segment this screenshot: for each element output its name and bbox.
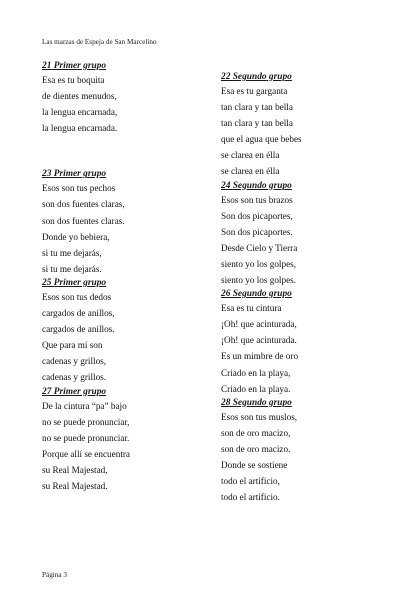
stanza-24 (221, 180, 391, 289)
verse-line: Que para mí son (42, 340, 103, 351)
stanza-21 (42, 60, 212, 136)
verse-line: Desde Cielo y Tierra (221, 242, 298, 253)
verse-line: de dientes menudos, (42, 91, 117, 102)
verse-line: Es un mimbre de oro (221, 351, 299, 362)
verse-line: son dos fuentes claras. (42, 215, 125, 226)
verse-line: son de oro macizo, (221, 427, 291, 438)
verse-line: siento yo los golpes. (221, 275, 297, 286)
verse-line: Esos son tus muslos, (221, 411, 298, 422)
verse-line: Donde se sostiene (221, 459, 288, 470)
stanza-heading: 23 Primer grupo (42, 169, 107, 180)
verse-line: Esa es tu cintura (221, 303, 282, 314)
page-header-title: Las marzas de Espeja de San Marcelino (42, 38, 157, 46)
verse-line: la lengua encarnada. (42, 123, 118, 134)
stanza-heading: 28 Segundo grupo (221, 397, 292, 408)
stanza-heading: 25 Primer grupo (42, 277, 107, 288)
verse-line: Esos son tus dedos (42, 291, 112, 302)
stanza-heading: 24 Segundo grupo (221, 180, 292, 191)
stanza-heading: 22 Segundo grupo (221, 72, 292, 82)
verse-line: tan clara y tan bella (221, 118, 293, 129)
verse-line: se clarea en élla (221, 150, 280, 161)
stanza-27 (42, 386, 212, 495)
verse-line: si tu me dejarás, (42, 247, 102, 258)
stanza-22 (221, 71, 391, 180)
verse-line: si tu me dejarás. (42, 263, 102, 274)
stanza-heading: 26 Segundo grupo (221, 289, 292, 300)
verse-line: todo el artificio, (221, 476, 280, 487)
left-column (42, 60, 212, 494)
verse-line: la lengua encarnada, (42, 107, 118, 118)
verse-line: De la cintura “pa” bajo (42, 400, 127, 411)
stanza-28 (221, 397, 391, 506)
verse-line: Esa es tu boquita (42, 75, 105, 85)
verse-line: su Real Majestad, (42, 464, 108, 475)
verse-line: Donde yo bebiera, (42, 231, 110, 242)
verse-line: Porque allí se encuentra (42, 448, 131, 459)
verse-line: Esos son tus pechos (42, 183, 116, 194)
verse-line: todo el artificio. (221, 492, 280, 503)
verse-line: Esos son tus brazos (221, 194, 293, 205)
verse-line: ¡Oh! que acinturada, (221, 319, 297, 330)
verse-line: siento yo los golpes, (221, 258, 297, 269)
verse-line: no se puede pronunciar. (42, 432, 130, 443)
page-number: Página 3 (42, 571, 67, 579)
verse-line: Son dos picaportes, (221, 210, 293, 221)
verse-line: ¡Oh! que acinturada. (221, 335, 297, 346)
verse-line: su Real Majestad. (42, 480, 108, 491)
right-column (221, 71, 391, 505)
stanza-25 (42, 277, 212, 386)
verse-line: Criado en la playa. (221, 383, 291, 394)
verse-line: se clarea en élla (221, 166, 280, 177)
verse-line: que el agua que bebes (221, 134, 302, 145)
verse-line: cadenas y grillos, (42, 356, 107, 367)
stanza-heading: 21 Primer grupo (42, 61, 107, 71)
verse-line: no se puede pronunciar, (42, 416, 130, 427)
verse-line: cargados de anillos, (42, 308, 115, 319)
verse-line: tan clara y tan bella (221, 102, 293, 113)
verse-line: son dos fuentes claras, (42, 199, 125, 210)
stanza-23 (42, 168, 212, 277)
stanza-heading: 27 Primer grupo (42, 386, 107, 397)
verse-line: cargados de anillos. (42, 324, 115, 335)
verse-line: Criado en la playa, (221, 367, 291, 378)
verse-line: Son dos picaportes. (221, 226, 293, 237)
verse-line: son de oro macizo. (221, 443, 291, 454)
stanza-26 (221, 288, 391, 397)
verse-line: cadenas y grillos. (42, 372, 107, 383)
verse-line: Esa es tu garganta (221, 86, 288, 96)
